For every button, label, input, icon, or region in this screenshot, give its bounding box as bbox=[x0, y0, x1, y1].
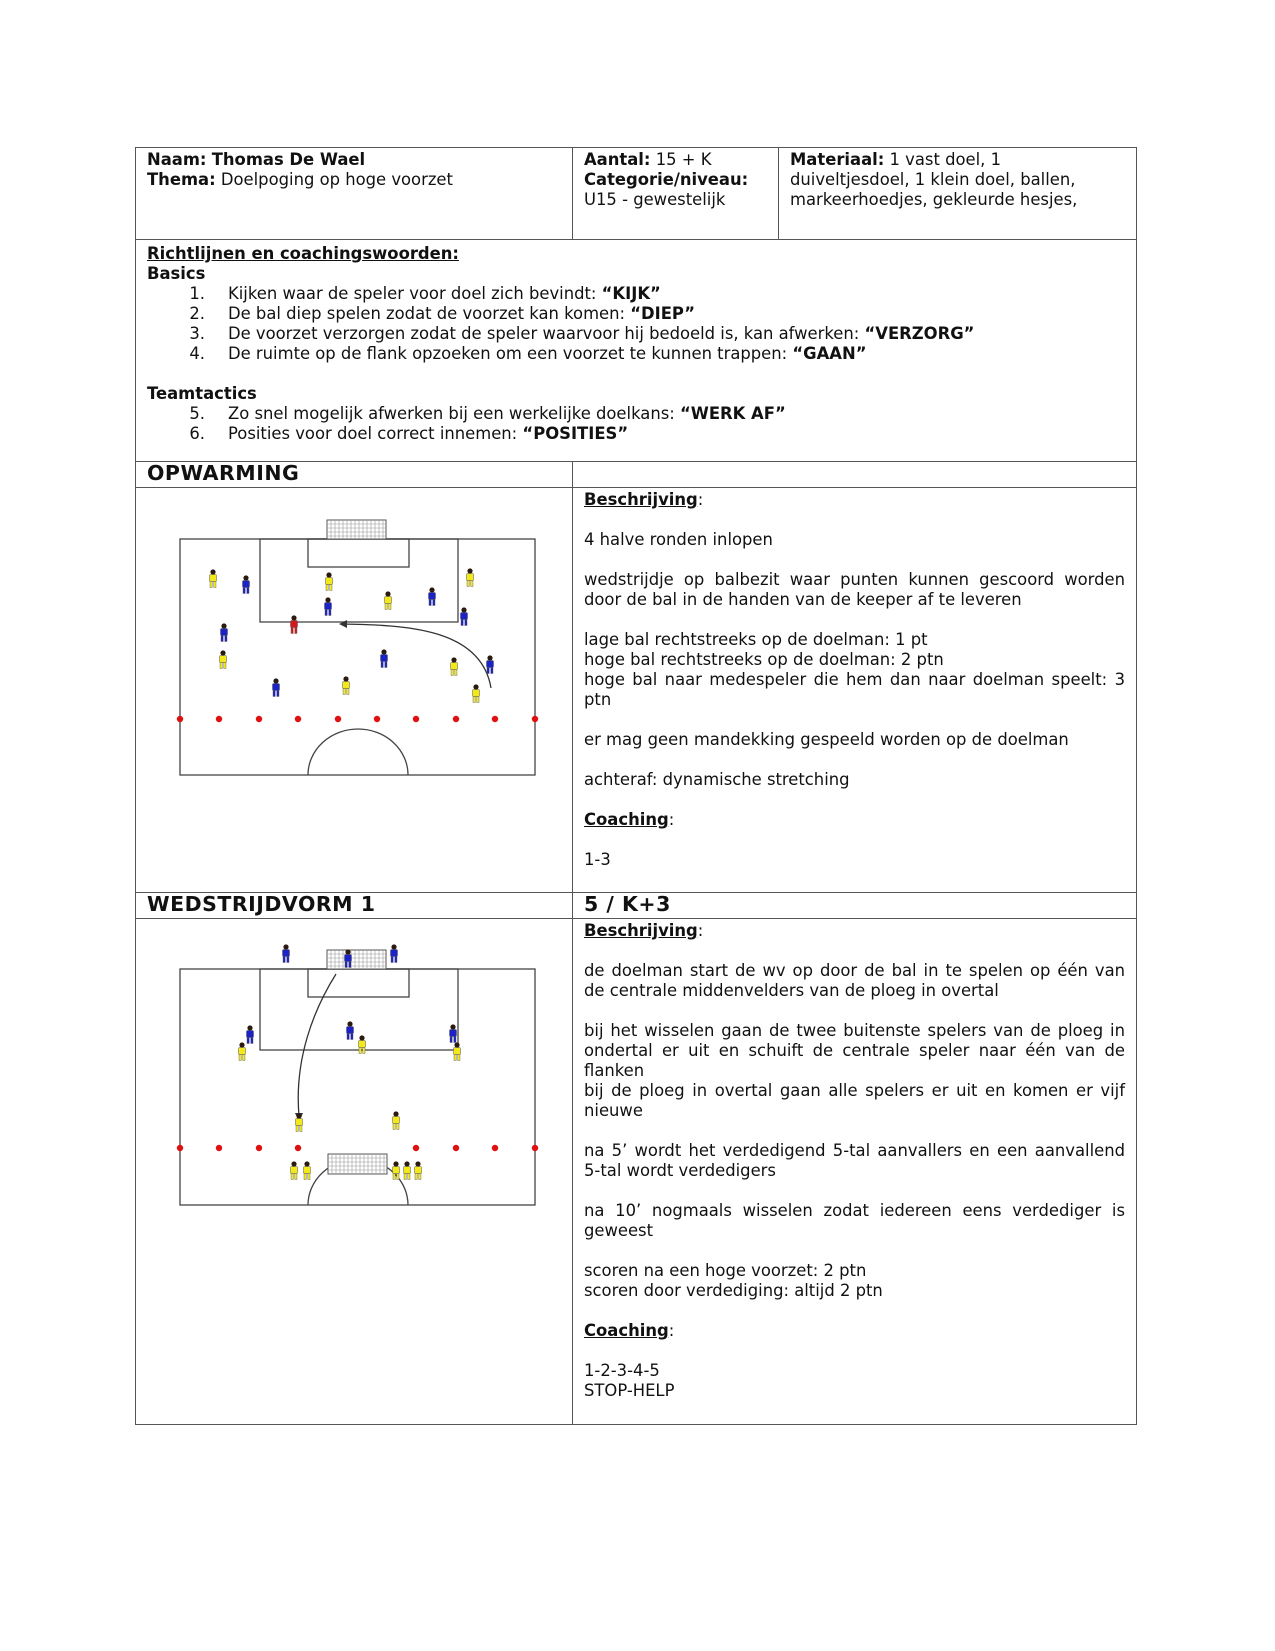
aantal-value: 15 + K bbox=[655, 150, 712, 169]
wedstrijdvorm-body-row bbox=[136, 919, 1137, 1425]
yellow-player-icon bbox=[220, 650, 227, 668]
wedstrijdvorm-description-cell: Beschrijving: de doelman start de wv op door de bal in te spelen op één van de centrale middenvelders van de ploeg in overtal bij het wisselen gaan de twee buitenste spelers van de ploeg in ondertal er uit en schuift de centrale speler naar één van de flanken bij de ploeg in overtal gaan alle spelers er uit en komen er vijf nieuwe na 5’ wordt het verdedigend 5-tal aanvallers en een aanvallend 5-tal wordt verdedigers na 10’ nogmaals wisselen zodat iedereen eens verdediger is geweest scoren na een hoge voorzet: 2 ptn scoren door verdediging: altijd 2 ptn Coaching: 1-2-3-4-5 STOP-HELP bbox=[573, 919, 1137, 1425]
yellow-player-icon bbox=[343, 676, 350, 694]
blue-player-icon bbox=[283, 944, 290, 962]
session-sheet bbox=[135, 147, 1136, 1425]
desc-line: de doelman start de wv op door de bal in te spelen op één van de centrale middenvelders van de ploeg in overtal bbox=[584, 961, 1125, 1000]
wedstrijdvorm-right-title: 5 / K+3 bbox=[573, 893, 1137, 919]
blue-player-icon bbox=[381, 649, 388, 667]
yellow-player-icon bbox=[239, 1042, 246, 1060]
yellow-player-icon bbox=[393, 1111, 400, 1129]
pass-arrow bbox=[341, 624, 491, 688]
desc-line: er mag geen mandekking gespeeld worden op de doelman bbox=[584, 730, 1069, 749]
yellow-player-icon bbox=[326, 572, 333, 590]
desc-line: bij de ploeg in overtal gaan alle spelers er uit en komen er vijf nieuwe bbox=[584, 1081, 1125, 1120]
yellow-player-icon bbox=[473, 684, 480, 702]
list-item: 1. Kijken waar de speler voor doel zich bevindt: “KIJK” bbox=[189, 284, 661, 303]
wedstrijdvorm-header-row bbox=[136, 893, 1137, 919]
desc-line: hoge bal rechtstreeks op de doelman: 2 ptn bbox=[584, 650, 944, 669]
naam-value: Thomas De Wael bbox=[211, 150, 366, 169]
match-form-field-diagram bbox=[136, 919, 573, 1424]
wedstrijdvorm-diagram-cell bbox=[136, 919, 573, 1425]
desc-line: bij het wisselen gaan de twee buitenste spelers van de ploeg in ondertal er uit en schuift de centrale speler naar één van de flanken bbox=[584, 1021, 1125, 1080]
pass-arrow bbox=[298, 974, 336, 1116]
blue-player-icon bbox=[461, 607, 468, 625]
red-player-icon bbox=[291, 615, 298, 633]
basics-list bbox=[147, 284, 1125, 364]
warmup-field-diagram bbox=[136, 488, 573, 892]
yellow-player-icon bbox=[304, 1161, 311, 1179]
opwarming-title: OPWARMING bbox=[136, 462, 573, 488]
beschrijving-label: Beschrijving bbox=[584, 490, 698, 509]
blue-player-icon bbox=[221, 623, 228, 641]
yellow-player-icon bbox=[296, 1113, 303, 1131]
blue-player-icon bbox=[247, 1025, 254, 1043]
session-table bbox=[135, 147, 1137, 1425]
blue-player-icon bbox=[273, 678, 280, 696]
coaching-label: Coaching bbox=[584, 810, 669, 829]
list-item: 3. De voorzet verzorgen zodat de speler waarvoor hij bedoeld is, kan afwerken: “VERZORG” bbox=[189, 324, 975, 343]
aantal-label: Aantal: bbox=[584, 150, 651, 169]
desc-line: wedstrijdje op balbezit waar punten kunnen gescoord worden door de bal in de handen van de keeper af te leveren bbox=[584, 570, 1125, 609]
materiaal-label: Materiaal: bbox=[790, 150, 885, 169]
desc-line: scoren door verdediging: altijd 2 ptn bbox=[584, 1281, 883, 1300]
guidelines-row bbox=[136, 240, 1137, 462]
aantal-cell bbox=[573, 148, 779, 240]
opwarming-body-row bbox=[136, 488, 1137, 893]
coaching-value: STOP-HELP bbox=[584, 1381, 675, 1400]
desc-line: 4 halve ronden inlopen bbox=[584, 530, 773, 549]
goal-net-icon bbox=[327, 950, 386, 969]
blue-player-icon bbox=[429, 587, 436, 605]
coaching-label: Coaching bbox=[584, 1321, 669, 1340]
yellow-player-icon bbox=[359, 1035, 366, 1053]
basics-title: Basics bbox=[147, 264, 206, 283]
thema-value: Doelpoging op hoge voorzet bbox=[220, 170, 453, 189]
yellow-player-icon bbox=[451, 657, 458, 675]
yellow-player-icon bbox=[385, 591, 392, 609]
blue-player-icon bbox=[243, 575, 250, 593]
yellow-player-icon bbox=[454, 1042, 461, 1060]
blue-player-icon bbox=[450, 1024, 457, 1042]
blue-player-icon bbox=[347, 1021, 354, 1039]
opwarming-header-row bbox=[136, 462, 1137, 488]
desc-line: scoren na een hoge voorzet: 2 ptn bbox=[584, 1261, 867, 1280]
materiaal-cell bbox=[779, 148, 1137, 240]
naam-label: Naam: bbox=[147, 150, 207, 169]
cone-line bbox=[177, 716, 538, 722]
thema-label: Thema: bbox=[147, 170, 216, 189]
categorie-value: U15 - gewestelijk bbox=[584, 190, 726, 209]
yellow-player-icon bbox=[210, 569, 217, 587]
yellow-player-icon bbox=[291, 1161, 298, 1179]
teamtactics-list bbox=[147, 404, 1125, 444]
coaching-value: 1-3 bbox=[584, 850, 611, 869]
goal-net-icon bbox=[327, 520, 386, 539]
yellow-player-icon bbox=[393, 1161, 400, 1179]
opwarming-diagram-cell bbox=[136, 488, 573, 893]
beschrijving-label: Beschrijving bbox=[584, 921, 698, 940]
desc-line: hoge bal naar medespeler die hem dan naar doelman speelt: 3 ptn bbox=[584, 670, 1125, 709]
wedstrijdvorm-title: WEDSTRIJDVORM 1 bbox=[136, 893, 573, 919]
opwarming-description-cell: Beschrijving: 4 halve ronden inlopen wedstrijdje op balbezit waar punten kunnen gescoord worden door de bal in de handen van de keeper af te leveren lage bal rechtstreeks op de doelman: 1 pt hoge bal rechtstreeks op de doelman: 2 ptn hoge bal naar medespeler die hem dan naar doelman speelt: 3 ptn er mag geen mandekking gespeeld worden op de doelman achteraf: dynamische stretching Coaching: 1-3 bbox=[573, 488, 1137, 893]
cone-line bbox=[177, 1145, 538, 1151]
materiaal-line3: markeerhoedjes, gekleurde hesjes, bbox=[790, 190, 1078, 209]
blue-player-icon bbox=[487, 655, 494, 673]
list-item: 6. Posities voor doel correct innemen: “POSITIES” bbox=[189, 424, 629, 443]
blue-player-icon bbox=[325, 597, 332, 615]
small-goal-net-icon bbox=[328, 1154, 387, 1174]
yellow-player-icon bbox=[404, 1161, 411, 1179]
yellow-player-icon bbox=[467, 568, 474, 586]
categorie-label: Categorie/niveau: bbox=[584, 170, 749, 189]
desc-line: achteraf: dynamische stretching bbox=[584, 770, 850, 789]
yellow-player-icon bbox=[415, 1161, 422, 1179]
guidelines-cell bbox=[136, 240, 1137, 462]
list-item: 4. De ruimte op de flank opzoeken om een voorzet te kunnen trappen: “GAAN” bbox=[189, 344, 867, 363]
guidelines-title: Richtlijnen en coachingswoorden: bbox=[147, 244, 459, 263]
materiaal-line1: 1 vast doel, 1 bbox=[889, 150, 1002, 169]
list-item: 2. De bal diep spelen zodat de voorzet kan komen: “DIEP” bbox=[189, 304, 695, 323]
teamtactics-title: Teamtactics bbox=[147, 384, 257, 403]
desc-line: na 5’ wordt het verdedigend 5-tal aanvallers en een aanvallend 5-tal wordt verdedigers bbox=[584, 1141, 1125, 1180]
opwarming-right-title bbox=[573, 462, 1137, 488]
header-row bbox=[136, 148, 1137, 240]
blue-player-icon bbox=[391, 944, 398, 962]
list-item: 5. Zo snel mogelijk afwerken bij een werkelijke doelkans: “WERK AF” bbox=[189, 404, 786, 423]
coaching-value: 1-2-3-4-5 bbox=[584, 1361, 660, 1380]
name-theme-cell bbox=[136, 148, 573, 240]
desc-line: lage bal rechtstreeks op de doelman: 1 pt bbox=[584, 630, 928, 649]
desc-line: na 10’ nogmaals wisselen zodat iedereen eens verdediger is geweest bbox=[584, 1201, 1125, 1240]
materiaal-line2: duiveltjesdoel, 1 klein doel, ballen, bbox=[790, 170, 1076, 189]
